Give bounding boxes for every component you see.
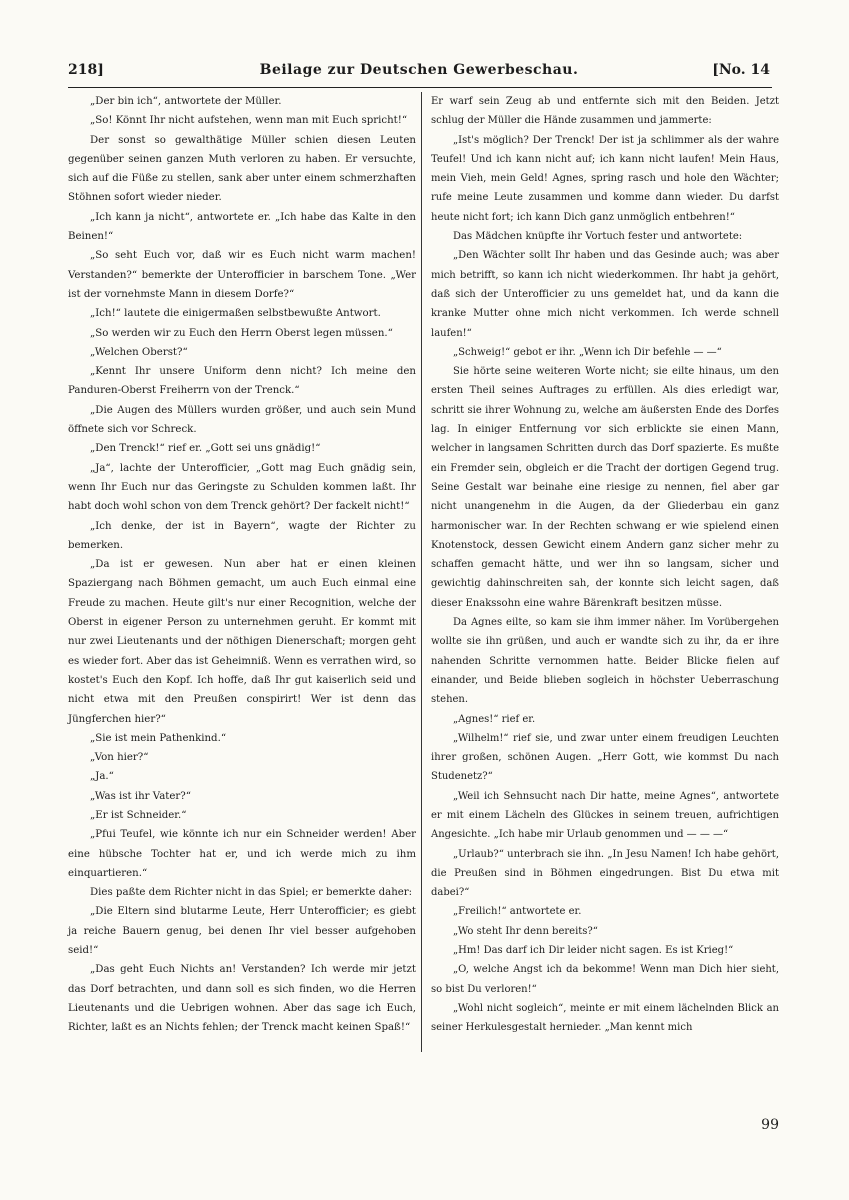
paragraph: „Pfui Teufel, wie könnte ich nur ein Schneider werden! Aber eine hübsche Tochter hat er, und ich werde mich zu ihm einquartieren.“ [68, 829, 416, 879]
paragraph: „Schweig!“ gebot er ihr. „Wenn ich Dir befehle — —“ [453, 346, 722, 358]
paragraph: Das Mädchen knüpfte ihr Vortuch fester und antwortete: [453, 231, 743, 243]
paragraph: „Wo steht Ihr denn bereits?“ [453, 925, 598, 937]
page-number: 218] [68, 62, 104, 78]
paragraph: Der sonst so gewalthätige Müller schien diesen Leuten gegenüber seinen ganzen Muth verloren zu haben. Er versuchte, sich auf die Füße zu stellen, sank aber unter einem schmerzhaften Stöhnen sofort wieder nieder. [68, 134, 416, 204]
running-title: Beilage zur Deutschen Gewerbeschau. [259, 62, 579, 78]
paragraph: „Wohl nicht sogleich“, meinte er mit einem lächelnden Blick an seiner Herkulesgestalt hernieder. „Man kennt mich [431, 1002, 779, 1034]
paragraph: „Von hier?“ [90, 752, 149, 764]
paragraph: „So seht Euch vor, daß wir es Euch nicht warm machen! Verstanden?“ bemerkte der Unterofficier in barschem Tone. „Wer ist der vornehmste Mann in diesem Dorfe?“ [68, 250, 416, 300]
paragraph: „Ich denke, der ist in Bayern“, wagte der Richter zu bemerken. [68, 520, 416, 551]
column-divider [421, 92, 422, 1052]
paragraph: „O, welche Angst ich da bekomme! Wenn man Dich hier sieht, so bist Du verloren!“ [431, 964, 779, 995]
paragraph: „Das geht Euch Nichts an! Verstanden? Ich werde mir jetzt das Dorf betrachten, und dann soll es sich finden, wo die Herren Lieutenants und die Uebrigen wohnen. Aber das sage ich Euch, Richter, laßt es an Nichts fehlen; der Trenck macht keinen Spaß!“ [68, 964, 416, 1034]
issue-number: [No. 14 [712, 62, 770, 78]
paragraph: „Ist's möglich? Der Trenck! Der ist ja schlimmer als der wahre Teufel! Und ich kann nicht auf; ich kann nicht laufen! Mein Haus, mein Vieh, mein Geld! Agnes, spring rasch und hole den Wächter; rufe meine Leute zusammen und komme dann wieder. Du darfst heute nicht fort; ich kann Dich ganz unmöglich entbehren!“ [431, 134, 779, 223]
paragraph: „Den Trenck!“ rief er. „Gott sei uns gnädig!“ [90, 443, 321, 455]
paragraph: „Ich kann ja nicht“, antwortete er. „Ich habe das Kalte in den Beinen!“ [68, 211, 416, 243]
paragraph: „Urlaub?“ unterbrach sie ihn. „In Jesu Namen! Ich habe gehört, die Preußen sind in Böhmen eingedrungen. Bist Du etwa mit dabei?“ [431, 848, 779, 899]
paragraph: Sie hörte seine weiteren Worte nicht; sie eilte hinaus, um den ersten Theil seines Auftrages zu erfüllen. Als dies erledigt war, schritt sie ihrer Wohnung zu, welche am äußersten Ende des Dorfes lag. In einiger Entfernung vor sich erblickte sie einen Mann, welcher in langsamen Schritten durch das Dorf spazierte. Es mußte ein Fremder sein, obgleich er die Tracht der dortigen Gegend trug. Seine Gestalt war beinahe eine riesige zu nennen, fiel aber gar nicht unangenehm in die Augen, da der Gliederbau ein ganz harmonischer war. In der Rechten schwang er wie spielend einen Knotenstock, dessen Gewicht einem Andern ganz sicher mehr zu schaffen gemacht hätte, und wer ihn so langsam, sicher und gewichtig dahinschreiten sah, der konnte sich leicht sagen, daß dieser Enakssohn eine wahre Bärenkraft besitzen müsse. [431, 366, 779, 609]
paragraph: „Was ist ihr Vater?“ [90, 790, 191, 802]
paragraph: „So werden wir zu Euch den Herrn Oberst legen müssen.“ [90, 327, 393, 339]
paragraph: „Kennt Ihr unsere Uniform denn nicht? Ich meine den Panduren-Oberst Freiherrn von der Trenck.“ [68, 366, 416, 397]
paragraph: „Die Eltern sind blutarme Leute, Herr Unterofficier; es giebt ja reiche Bauern genug, bei denen Ihr viel besser aufgehoben seid!“ [68, 906, 416, 957]
paragraph: Er warf sein Zeug ab und entfernte sich mit den Beiden. Jetzt schlug der Müller die Hände zusammen und jammerte: [431, 96, 779, 127]
page-header [68, 60, 770, 86]
paragraph: „Wilhelm!“ rief sie, und zwar unter einem freudigen Leuchten ihrer großen, schönen Augen. „Herr Gott, wie kommst Du nach Studenetz?“ [431, 732, 779, 783]
paragraph: „Sie ist mein Pathenkind.“ [90, 732, 227, 744]
header-rule [68, 87, 772, 88]
paragraph: Dies paßte dem Richter nicht in das Spiel; er bemerkte daher: [90, 887, 413, 899]
paragraph: „Da ist er gewesen. Nun aber hat er einen kleinen Spaziergang nach Böhmen gemacht, um auch Euch einmal eine Freude zu machen. Heute gilt's nur einer Recognition, welche der Oberst in eigener Person zu unternehmen geruht. Er kommt mit nur zwei Lieutenants und der nöthigen Dienerschaft; morgen geht es wieder fort. Aber das ist Geheimniß. Wenn es verrathen wird, so kostet's Euch den Kopf. Ich hoffe, daß Ihr gut kaiserlich seid und nicht etwa mit den Preußen conspirirt! Wer ist denn das Jüngferchen hier?“ [68, 559, 416, 725]
paragraph: „Den Wächter sollt Ihr haben und das Gesinde auch; was aber mich betrifft, so kann ich nicht wiederkommen. Ihr habt ja gehört, daß sich der Unterofficier zu uns gemeldet hat, und da kann die kranke Mutter ohne mich nicht verkommen. Ich werde schnell laufen!“ [431, 250, 779, 339]
paragraph: „Ja.“ [90, 771, 114, 783]
paragraph: „Er ist Schneider.“ [90, 809, 187, 821]
paragraph: „Der bin ich“, antwortete der Müller. [90, 96, 282, 107]
paragraph: „Ich!“ lautete die einigermaßen selbstbewußte Antwort. [90, 308, 381, 320]
paragraph: „Die Augen des Müllers wurden größer, und auch sein Mund öffnete sich vor Schreck. [68, 404, 416, 436]
right-column [431, 92, 779, 1038]
paragraph: „Hm! Das darf ich Dir leider nicht sagen. Es ist Krieg!“ [453, 945, 734, 957]
paragraph: „So! Könnt Ihr nicht aufstehen, wenn man mit Euch spricht!“ [90, 115, 408, 127]
paragraph: „Ja“, lachte der Unterofficier, „Gott mag Euch gnädig sein, wenn Ihr Euch nur das Geringste zu Schulden kommen laßt. Ihr habt doch wohl schon von dem Trenck gehört? Der fackelt nicht!“ [68, 462, 416, 513]
paragraph: „Weil ich Sehnsucht nach Dir hatte, meine Agnes“, antwortete er mit einem Lächeln des Glückes in seinem treuen, aufrichtigen Angesichte. „Ich habe mir Urlaub genommen und — — —“ [431, 790, 779, 841]
paragraph: „Agnes!“ rief er. [453, 713, 536, 725]
paragraph: „Freilich!“ antwortete er. [453, 906, 582, 918]
paragraph: „Welchen Oberst?“ [90, 346, 188, 358]
left-column [68, 92, 416, 1038]
footer-page-number: 99 [761, 1117, 779, 1133]
paragraph: Da Agnes eilte, so kam sie ihm immer näher. Im Vorübergehen wollte sie ihn grüßen, und auch er wandte sich zu ihr, da er ihre nahenden Schritte vernommen hatte. Beider Blicke fielen auf einander, und Beide blieben sogleich in höchster Ueberraschung stehen. [431, 617, 779, 706]
